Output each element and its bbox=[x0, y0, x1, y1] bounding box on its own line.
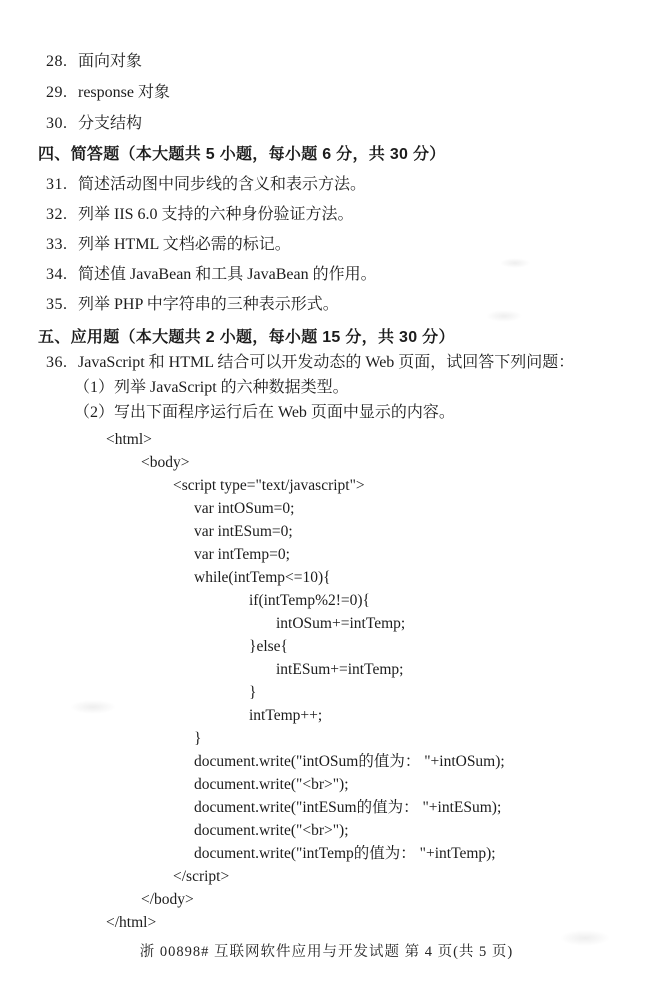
question-number: 30. bbox=[46, 115, 68, 132]
code-line: } bbox=[249, 684, 257, 701]
question-30 bbox=[46, 114, 633, 134]
code-line: }else{ bbox=[249, 638, 288, 655]
question-text: 面向对象 bbox=[78, 53, 143, 70]
question-34 bbox=[46, 265, 633, 285]
page-footer-text: 浙 00898# 互联网软件应用与开发试题 第 4 页(共 5 页) bbox=[139, 944, 514, 960]
code-listing bbox=[46, 428, 633, 934]
code-line: var intTemp=0; bbox=[194, 546, 290, 563]
question-number: 31. bbox=[46, 176, 68, 193]
code-line: </html> bbox=[106, 914, 157, 931]
code-line: } bbox=[194, 730, 202, 747]
code-line: <script type="text/javascript"> bbox=[173, 477, 365, 494]
question-36-subparts bbox=[46, 378, 633, 423]
question-number: 28. bbox=[46, 53, 68, 70]
code-line: while(intTemp<=10){ bbox=[194, 569, 331, 586]
question-36-part-1: （1）列举 JavaScript 的六种数据类型。 bbox=[74, 379, 349, 396]
code-line: document.write("intESum的值为： "+intESum); bbox=[194, 799, 502, 816]
question-number: 34. bbox=[46, 266, 68, 283]
code-line: document.write("<br>"); bbox=[194, 776, 349, 793]
code-line: <html> bbox=[106, 431, 152, 448]
term-question-list bbox=[46, 0, 633, 134]
code-line: document.write("intOSum的值为： "+intOSum); bbox=[194, 753, 505, 770]
question-text: JavaScript 和 HTML 结合可以开发动态的 Web 页面，试回答下列问题： bbox=[78, 354, 575, 371]
question-32 bbox=[46, 205, 633, 225]
question-31 bbox=[46, 175, 633, 195]
question-number: 32. bbox=[46, 206, 68, 223]
question-number: 33. bbox=[46, 236, 68, 253]
code-line: intTemp++; bbox=[249, 707, 323, 724]
code-line: document.write("<br>"); bbox=[194, 822, 349, 839]
question-text: response 对象 bbox=[78, 84, 170, 101]
code-line: <body> bbox=[141, 454, 190, 471]
section-heading-application: 五、应用题（本大题共 2 小题，每小题 15 分，共 30 分） bbox=[38, 329, 455, 346]
code-line: intESum+=intTemp; bbox=[276, 661, 404, 678]
question-text: 列举 PHP 中字符串的三种表示形式。 bbox=[78, 296, 339, 313]
page-footer bbox=[0, 942, 653, 962]
code-line: </body> bbox=[141, 891, 194, 908]
question-text: 列举 IIS 6.0 支持的六种身份验证方法。 bbox=[78, 206, 354, 223]
code-line: </script> bbox=[173, 868, 230, 885]
question-text: 简述值 JavaBean 和工具 JavaBean 的作用。 bbox=[78, 266, 377, 283]
code-line: document.write("intTemp的值为： "+intTemp); bbox=[194, 845, 496, 862]
code-line: intOSum+=intTemp; bbox=[276, 615, 406, 632]
question-number: 36. bbox=[46, 354, 68, 371]
question-text: 简述活动图中同步线的含义和表示方法。 bbox=[78, 176, 367, 193]
question-28 bbox=[46, 52, 633, 72]
question-29 bbox=[46, 83, 633, 103]
question-36 bbox=[46, 353, 633, 373]
question-text: 列举 HTML 文档必需的标记。 bbox=[78, 236, 291, 253]
short-answer-question-list bbox=[46, 175, 633, 315]
question-number: 35. bbox=[46, 296, 68, 313]
code-line: var intESum=0; bbox=[194, 523, 293, 540]
question-33 bbox=[46, 235, 633, 255]
code-line: if(intTemp%2!=0){ bbox=[249, 592, 370, 609]
question-35 bbox=[46, 295, 633, 315]
section-heading-short-answer: 四、简答题（本大题共 5 小题，每小题 6 分，共 30 分） bbox=[38, 146, 446, 163]
question-number: 29. bbox=[46, 84, 68, 101]
question-36-part-2: （2）写出下面程序运行后在 Web 页面中显示的内容。 bbox=[74, 404, 455, 421]
code-line: var intOSum=0; bbox=[194, 500, 295, 517]
question-text: 分支结构 bbox=[78, 115, 143, 132]
